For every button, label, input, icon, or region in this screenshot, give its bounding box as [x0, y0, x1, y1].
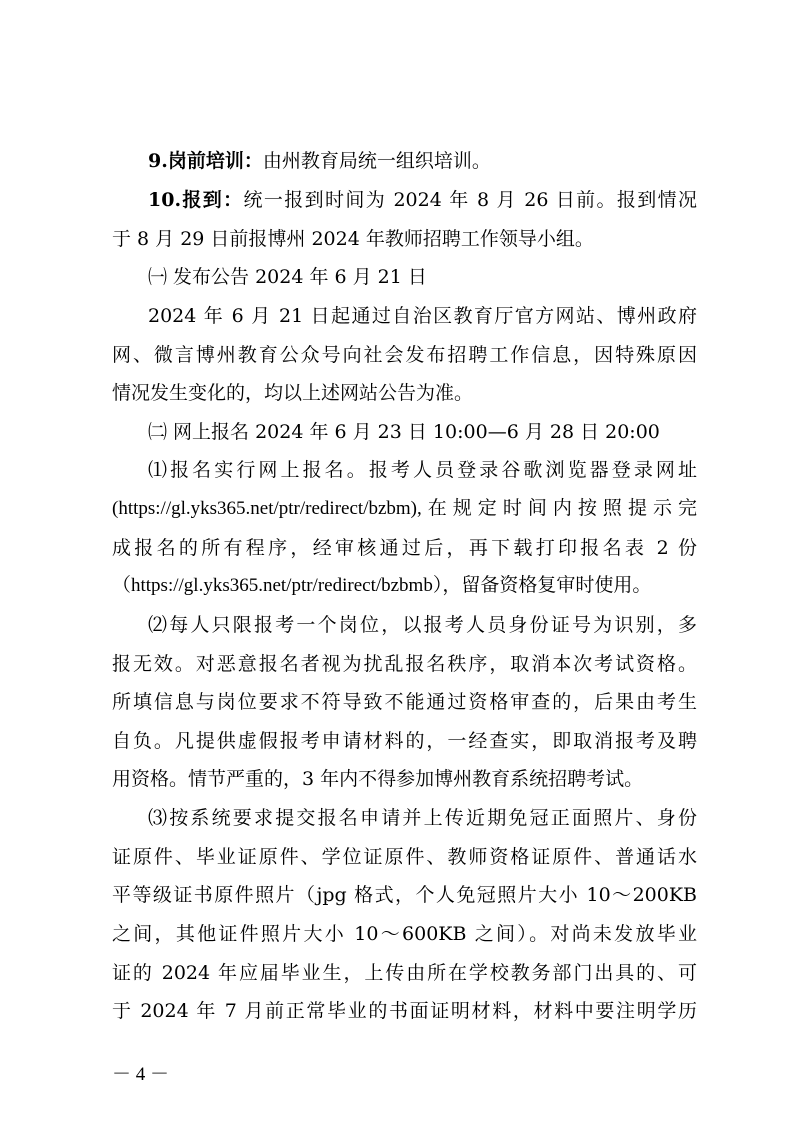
section1-heading: ㈠ 发布公告 2024 年 6 月 21 日 — [148, 266, 427, 288]
section1-line-2: 网、微言博州教育公众号向社会发布招聘工作信息，因特殊原因 — [112, 344, 697, 366]
section2-p3-line-5: 证的 2024 年应届毕业生，上传由所在学校教务部门出具的、可 — [112, 962, 697, 984]
section2-p3-line-2: 证原件、毕业证原件、学位证原件、教师资格证原件、普通话水 — [112, 846, 697, 868]
section2-p3-line-6: 于 2024 年 7 月前正常毕业的书面证明材料，材料中要注明学历 — [112, 1000, 697, 1022]
section2-p3-line-3: 平等级证书原件照片（jpg 格式，个人免冠照片大小 10～200KB — [112, 884, 697, 906]
item10-label: 10.报到： — [148, 189, 244, 211]
section2-p2-line-4: 自负。凡提供虚假报考申请材料的，一经查实，即取消报考及聘 — [112, 730, 697, 752]
section2-p1-line-1: ⑴报名实行网上报名。报考人员登录谷歌浏览器登录网址 — [148, 459, 697, 481]
section2-p2-line-1: ⑵每人只限报考一个岗位，以报考人员身份证号为识别，多 — [148, 614, 697, 636]
section2-p3-line-4: 之间，其他证件照片大小 10～600KB 之间）。对尚未发放毕业 — [112, 923, 697, 945]
item10-line-1 — [112, 187, 697, 213]
section2-p2-line-3: 所填信息与岗位要求不符导致不能通过资格审查的，后果由考生 — [112, 691, 697, 713]
section1-line-1: 2024 年 6 月 21 日起通过自治区教育厅官方网站、博州政府 — [148, 305, 697, 327]
item9-label: 9.岗前培训： — [148, 150, 263, 172]
item10-text: 统一报到时间为 2024 年 8 月 26 日前。报到情况 — [243, 189, 697, 211]
section2-heading: ㈡ 网上报名 2024 年 6 月 23 日 10:00—6 月 28 日 20:00 — [148, 421, 660, 443]
section1-line-3: 情况发生变化的，均以上述网站公告为准。 — [112, 382, 474, 404]
section2-p1-line-3: 成报名的所有程序，经审核通过后，再下载打印报名表 2 份 — [112, 537, 697, 559]
section2-p1-line-2: (https://gl.yks365.net/ptr/redirect/bzbm),在规定时间内按照提示完 — [112, 498, 697, 519]
section2-p2-line-2: 报无效。对恶意报名者视为扰乱报名秩序，取消本次考试资格。 — [112, 653, 697, 675]
page-number: － 4 － — [112, 1064, 170, 1085]
item9-line — [112, 148, 697, 174]
section2-p2-line-5: 用资格。情节严重的，3 年内不得参加博州教育系统招聘考试。 — [112, 768, 644, 790]
item9-text: 由州教育局统一组织培训。 — [262, 150, 491, 172]
item10-line-2: 于 8 月 29 日前报博州 2024 年教师招聘工作领导小组。 — [112, 228, 594, 250]
section2-p3-line-1: ⑶按系统要求提交报名申请并上传近期免冠正面照片、身份 — [148, 807, 697, 829]
section2-p1-line-4: （https://gl.yks365.net/ptr/redirect/bzbmb），留备资格复审时使用。 — [112, 575, 652, 596]
